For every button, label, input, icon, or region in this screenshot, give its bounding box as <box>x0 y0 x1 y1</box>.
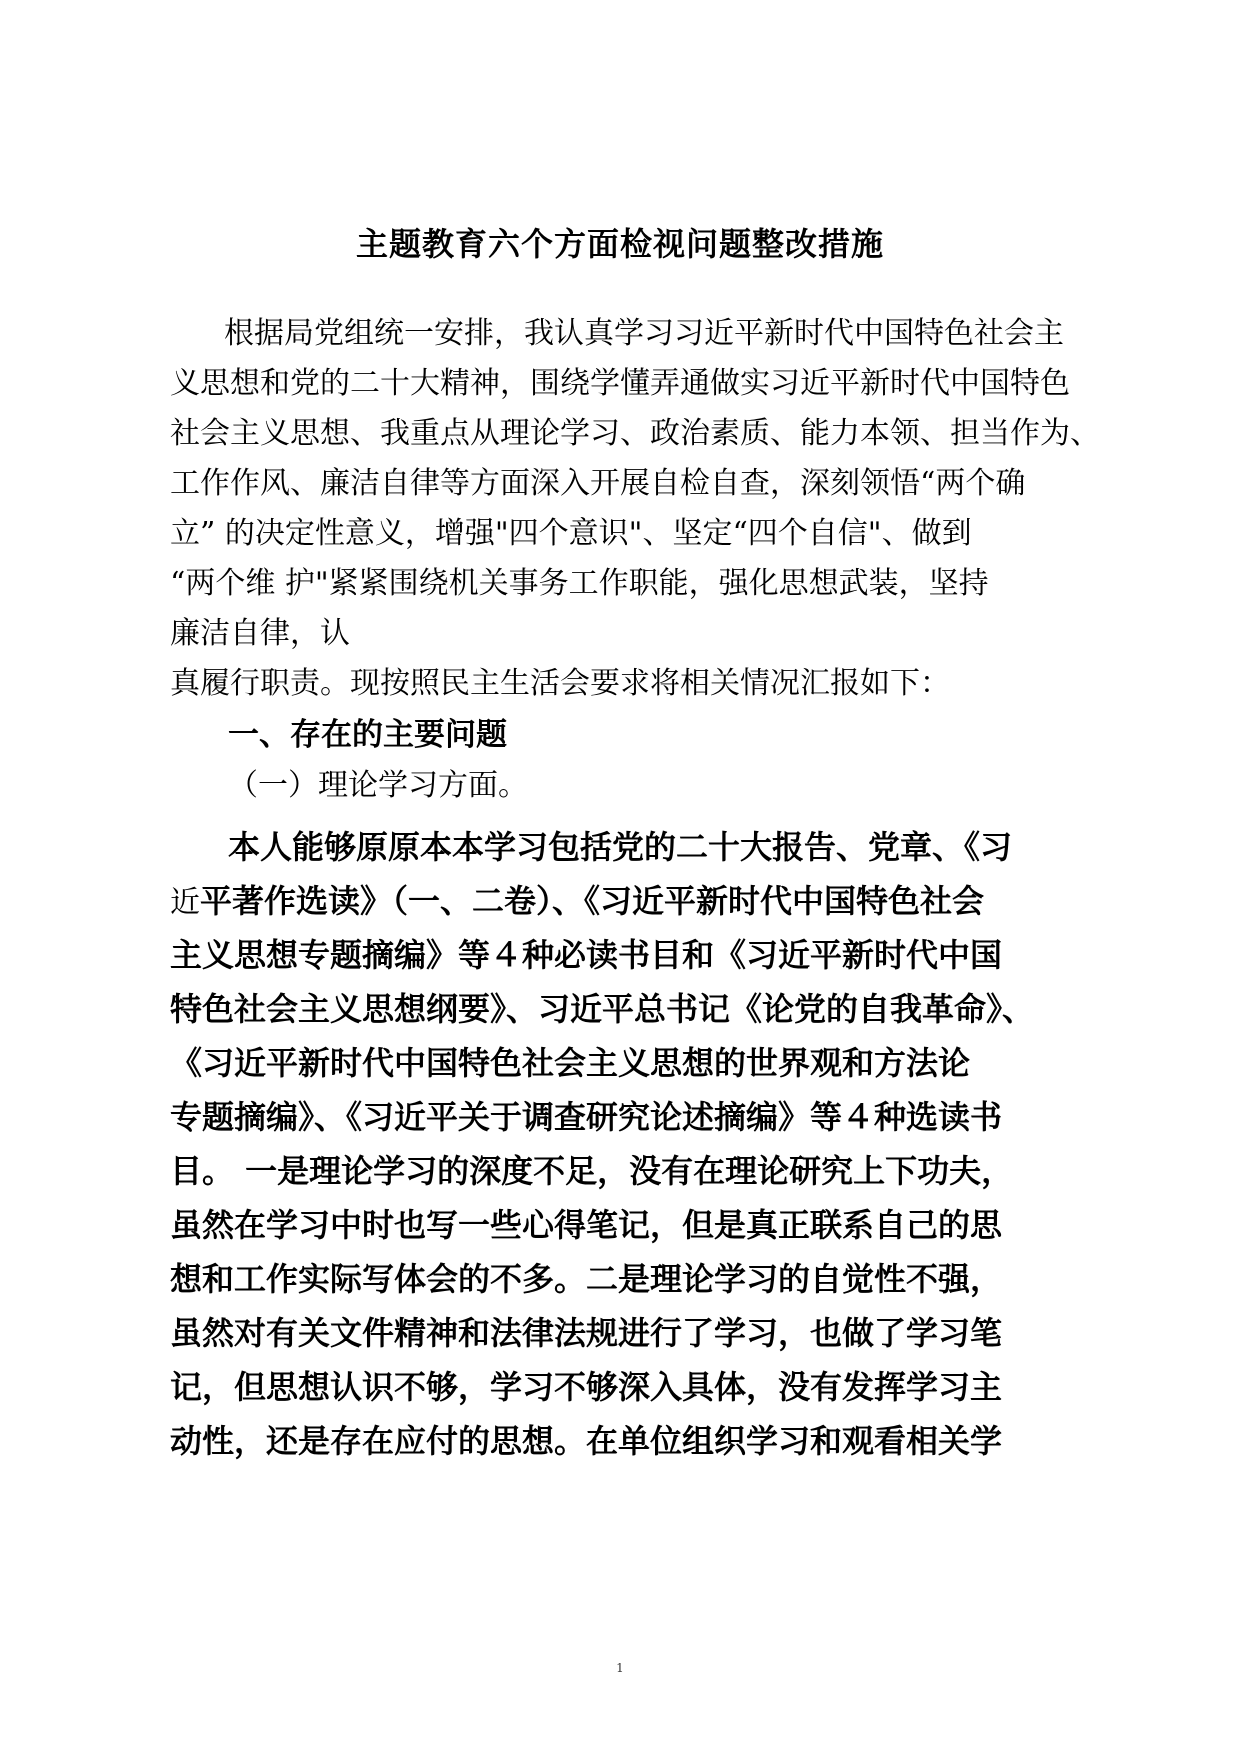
intro-line: 工作作风、廉洁自律等方面深入开展自检自查，深刻领悟“两个确 <box>170 466 1026 501</box>
body-line: 动性，还是存在应付的思想。在单位组织学习和观看相关学 <box>170 1422 1003 1460</box>
intro-line: 义思想和党的二十大精神，围绕学懂弄通做实习近平新时代中国特色 <box>170 366 1070 401</box>
body-line: 虽然对有关文件精神和法律法规进行了学习，也做了学习笔 <box>170 1314 1003 1352</box>
page-number: 1 <box>616 1661 624 1675</box>
body-line: 虽然在学习中时也写一些心得笔记，但是真正联系自己的思 <box>170 1206 1003 1244</box>
intro-line: 立” 的决定性意义，增强"四个意识"、坚定“四个自信"、做到 <box>170 516 972 551</box>
intro-line: 社会主义思想、我重点从理论学习、政治素质、能力本领、担当作为、 <box>170 416 1100 451</box>
intro-line: 真履行职责。现按照民主生活会要求将相关情况汇报如下： <box>170 666 950 701</box>
intro-line: 根据局党组统一安排，我认真学习习近平新时代中国特色社会主 <box>224 316 1064 351</box>
body-line: 本人能够原原本本学习包括党的二十大报告、党章、《习 <box>228 828 1013 866</box>
body-line: 特色社会主义思想纲要》、习近平总书记《论党的自我革命》、 <box>170 990 1035 1028</box>
body-line: 目。 一是理论学习的深度不足，没有在理论研究上下功夫， <box>170 1152 1014 1190</box>
body-line <box>170 880 984 924</box>
document-title: 主题教育六个方面检视问题整改措施 <box>355 225 884 263</box>
body-line: 专题摘编》、《习近平关于调查研究论述摘编》等４种选读书 <box>170 1098 1003 1136</box>
section-heading: 一、存在的主要问题 <box>228 717 507 753</box>
subsection-heading: （一）理论学习方面。 <box>228 768 528 803</box>
intro-line: “两个维 护"紧紧围绕机关事务工作职能，强化思想武装，坚持 <box>170 566 989 601</box>
body-line: 想和工作实际写体会的不多。二是理论学习的自觉性不强， <box>170 1260 1003 1298</box>
body-line: 主义思想专题摘编》等４种必读书目和《习近平新时代中国 <box>170 936 1003 974</box>
body-line-rest: 平著作选读》（一、二卷）、《习近平新时代中国特色社会 <box>200 882 985 920</box>
body-line-prefix: 近 <box>170 885 200 920</box>
body-line: 《习近平新时代中国特色社会主义思想的世界观和方法论 <box>170 1044 971 1082</box>
intro-line: 廉洁自律，认 <box>170 616 350 651</box>
body-line: 记，但思想认识不够，学习不够深入具体，没有发挥学习主 <box>170 1368 1003 1406</box>
